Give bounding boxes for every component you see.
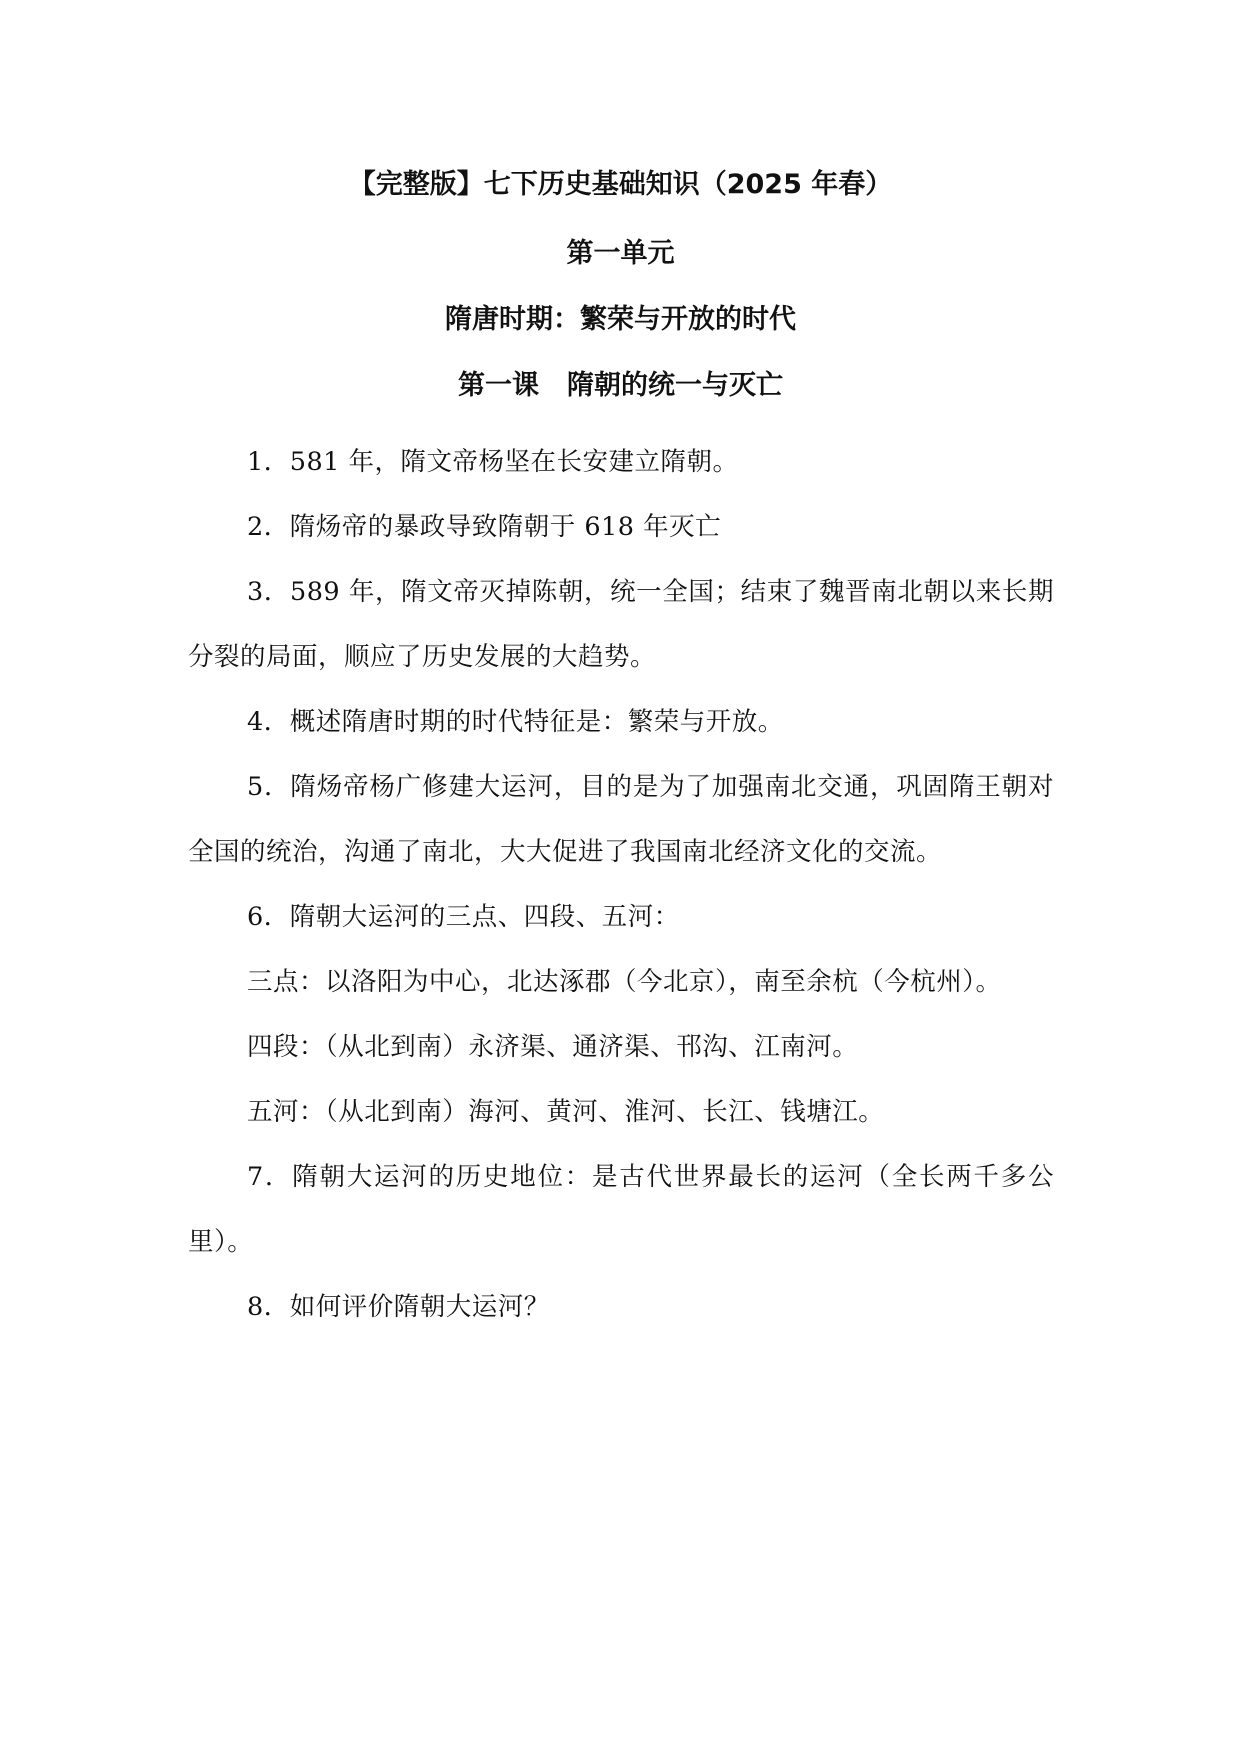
paragraph-three-points: 三点：以洛阳为中心，北达涿郡（今北京），南至余杭（今杭州）。 (247, 967, 1002, 997)
paragraph-four-sections: 四段：（从北到南）永济渠、通济渠、邗沟、江南河。 (247, 1032, 859, 1062)
paragraph-4: 4．概述隋唐时期的时代特征是：繁荣与开放。 (247, 707, 784, 737)
lesson-content (188, 430, 1054, 1340)
paragraph-5: 5．隋炀帝杨广修建大运河，目的是为了加强南北交通，巩固隋王朝对全国的统治，沟通了南北，大大促进了我国南北经济文化的交流。 (188, 772, 1054, 867)
era-heading: 隋唐时期：繁荣与开放的时代 (445, 304, 796, 335)
paragraph-7: 7．隋朝大运河的历史地位：是古代世界最长的运河（全长两千多公里）。 (188, 1162, 1054, 1257)
lesson-number: 第一课 (458, 370, 539, 401)
document-title: 【完整版】七下历史基础知识（2025 年春） (348, 169, 893, 200)
lesson-name: 隋朝的统一与灭亡 (567, 370, 783, 401)
paragraph-6: 6．隋朝大运河的三点、四段、五河： (247, 902, 680, 932)
lesson-heading (0, 369, 1241, 403)
paragraph-3: 3．589 年，隋文帝灭掉陈朝，统一全国；结束了魏晋南北朝以来长期分裂的局面，顺应了历史发展的大趋势。 (188, 577, 1054, 672)
paragraph-2: 2．隋炀帝的暴政导致隋朝于 618 年灭亡 (247, 512, 722, 542)
paragraph-five-rivers: 五河：（从北到南）海河、黄河、淮河、长江、钱塘江。 (247, 1097, 885, 1127)
paragraph-8: 8．如何评价隋朝大运河？ (247, 1292, 550, 1322)
paragraph-1: 1．581 年，隋文帝杨坚在长安建立隋朝。 (247, 447, 739, 477)
unit-heading: 第一单元 (566, 238, 675, 269)
